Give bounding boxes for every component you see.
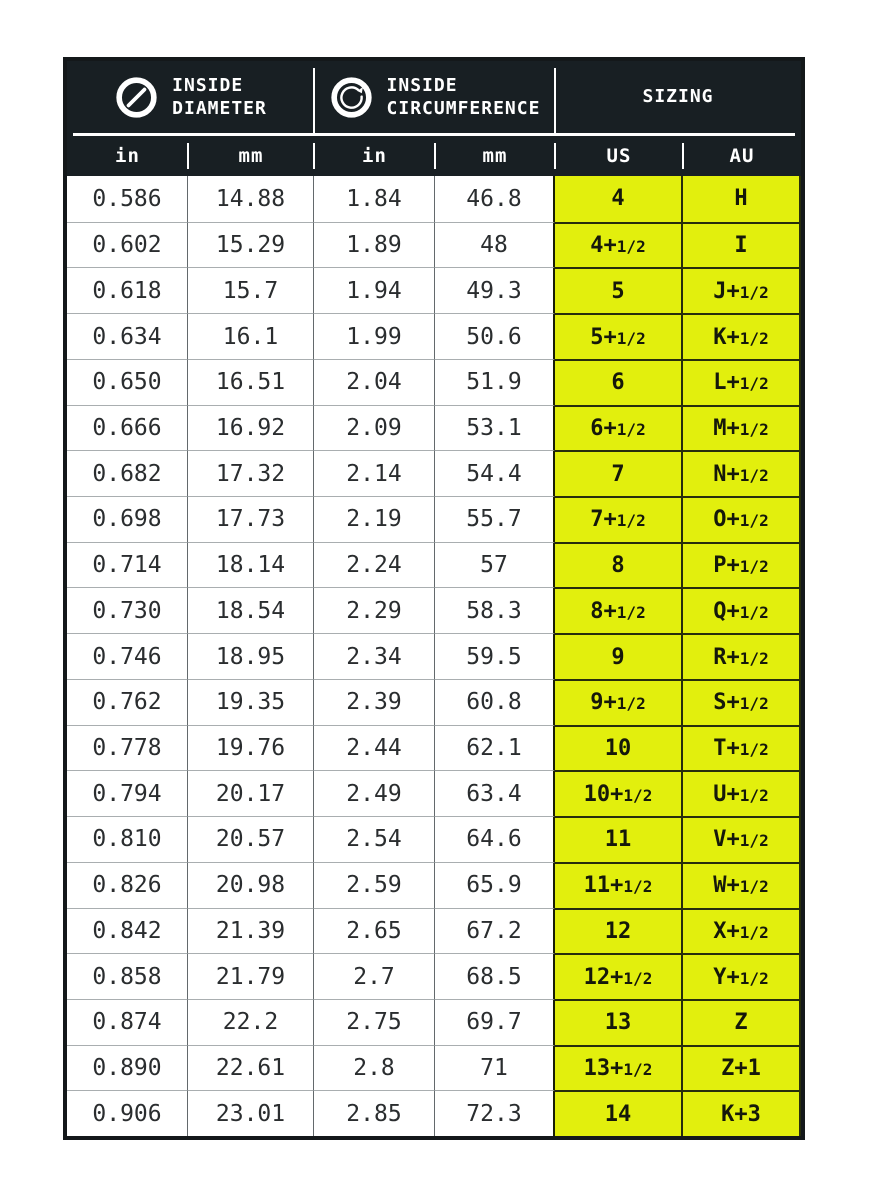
cell-diameter-mm: 19.76 bbox=[188, 725, 314, 771]
cell-diameter-mm: 21.39 bbox=[188, 908, 314, 954]
cell-diameter-mm: 22.2 bbox=[188, 999, 314, 1045]
header-label-line: INSIDE bbox=[172, 74, 244, 96]
cell-size-au: H bbox=[683, 176, 801, 222]
table-row bbox=[67, 953, 801, 999]
cell-circumference-in: 1.94 bbox=[314, 267, 435, 313]
cell-size-us: 13+ 1/2 bbox=[555, 1045, 683, 1091]
cell-diameter-mm: 17.32 bbox=[188, 450, 314, 496]
table-row bbox=[67, 222, 801, 268]
column-header-au: AU bbox=[729, 145, 755, 167]
cell-diameter-in: 0.762 bbox=[67, 679, 188, 725]
table-row bbox=[67, 770, 801, 816]
cell-diameter-in: 0.794 bbox=[67, 770, 188, 816]
cell-circumference-in: 2.04 bbox=[314, 359, 435, 405]
cell-diameter-in: 0.682 bbox=[67, 450, 188, 496]
table-row bbox=[67, 816, 801, 862]
cell-size-au: Z+1 bbox=[683, 1045, 801, 1091]
column-header-circumference-in: in bbox=[314, 136, 435, 176]
cell-diameter-in: 0.746 bbox=[67, 633, 188, 679]
cell-diameter-in: 0.778 bbox=[67, 725, 188, 771]
cell-size-au: N+ 1/2 bbox=[683, 450, 801, 496]
cell-size-au: Y+ 1/2 bbox=[683, 953, 801, 999]
circumference-icon bbox=[329, 75, 374, 120]
table-row bbox=[67, 496, 801, 542]
header-label-line: CIRCUMFERENCE bbox=[386, 98, 541, 119]
cell-size-us: 14 bbox=[555, 1090, 683, 1136]
cell-size-au: W+ 1/2 bbox=[683, 862, 801, 908]
cell-circumference-in: 2.75 bbox=[314, 999, 435, 1045]
cell-size-us: 10+ 1/2 bbox=[555, 770, 683, 816]
cell-size-us: 12+ 1/2 bbox=[555, 953, 683, 999]
cell-size-au: O+ 1/2 bbox=[683, 496, 801, 542]
table-row bbox=[67, 542, 801, 588]
cell-diameter-mm: 20.57 bbox=[188, 816, 314, 862]
table-row bbox=[67, 450, 801, 496]
cell-size-us: 9+ 1/2 bbox=[555, 679, 683, 725]
cell-diameter-in: 0.634 bbox=[67, 313, 188, 359]
cell-size-au: X+ 1/2 bbox=[683, 908, 801, 954]
cell-size-au: S+ 1/2 bbox=[683, 679, 801, 725]
column-header-diameter-in: in bbox=[67, 136, 188, 176]
cell-diameter-in: 0.618 bbox=[67, 267, 188, 313]
cell-circumference-mm: 71 bbox=[435, 1045, 555, 1091]
cell-circumference-mm: 51.9 bbox=[435, 359, 555, 405]
cell-circumference-in: 2.14 bbox=[314, 450, 435, 496]
cell-circumference-mm: 60.8 bbox=[435, 679, 555, 725]
ring-size-chart bbox=[63, 57, 805, 1140]
cell-size-us: 8+ 1/2 bbox=[555, 587, 683, 633]
cell-size-au: K+3 bbox=[683, 1090, 801, 1136]
table-row bbox=[67, 725, 801, 771]
cell-circumference-mm: 46.8 bbox=[435, 176, 555, 222]
table-row bbox=[67, 176, 801, 222]
cell-size-us: 6 bbox=[555, 359, 683, 405]
cell-size-us: 5 bbox=[555, 267, 683, 313]
table-header bbox=[67, 61, 801, 176]
cell-diameter-mm: 15.29 bbox=[188, 222, 314, 268]
cell-diameter-mm: 23.01 bbox=[188, 1090, 314, 1136]
cell-diameter-in: 0.874 bbox=[67, 999, 188, 1045]
table-row bbox=[67, 1045, 801, 1091]
cell-size-au: K+ 1/2 bbox=[683, 313, 801, 359]
header-sizing-label: SIZING bbox=[642, 86, 714, 108]
cell-circumference-mm: 58.3 bbox=[435, 587, 555, 633]
cell-diameter-mm: 15.7 bbox=[188, 267, 314, 313]
header-sizing bbox=[555, 61, 801, 133]
cell-diameter-mm: 18.14 bbox=[188, 542, 314, 588]
table-row bbox=[67, 1090, 801, 1136]
cell-diameter-mm: 16.1 bbox=[188, 313, 314, 359]
cell-circumference-mm: 50.6 bbox=[435, 313, 555, 359]
cell-diameter-mm: 14.88 bbox=[188, 176, 314, 222]
cell-diameter-mm: 16.51 bbox=[188, 359, 314, 405]
cell-circumference-mm: 68.5 bbox=[435, 953, 555, 999]
cell-circumference-in: 2.8 bbox=[314, 1045, 435, 1091]
cell-diameter-in: 0.602 bbox=[67, 222, 188, 268]
cell-size-au: V+ 1/2 bbox=[683, 816, 801, 862]
cell-circumference-in: 2.44 bbox=[314, 725, 435, 771]
table-body bbox=[67, 176, 801, 1136]
cell-circumference-mm: 67.2 bbox=[435, 908, 555, 954]
header-inside-circumference bbox=[314, 61, 555, 133]
cell-circumference-in: 2.85 bbox=[314, 1090, 435, 1136]
cell-circumference-mm: 63.4 bbox=[435, 770, 555, 816]
cell-circumference-in: 2.39 bbox=[314, 679, 435, 725]
cell-size-us: 5+ 1/2 bbox=[555, 313, 683, 359]
cell-diameter-mm: 19.35 bbox=[188, 679, 314, 725]
cell-diameter-mm: 21.79 bbox=[188, 953, 314, 999]
cell-circumference-mm: 57 bbox=[435, 542, 555, 588]
cell-diameter-in: 0.842 bbox=[67, 908, 188, 954]
column-header-diameter-mm: mm bbox=[188, 136, 314, 176]
cell-size-us: 11+ 1/2 bbox=[555, 862, 683, 908]
cell-diameter-mm: 18.54 bbox=[188, 587, 314, 633]
cell-size-us: 4 bbox=[555, 176, 683, 222]
cell-circumference-in: 2.59 bbox=[314, 862, 435, 908]
cell-size-us: 8 bbox=[555, 542, 683, 588]
cell-diameter-in: 0.826 bbox=[67, 862, 188, 908]
table-row bbox=[67, 999, 801, 1045]
cell-size-us: 9 bbox=[555, 633, 683, 679]
cell-size-us: 12 bbox=[555, 908, 683, 954]
column-header-us: US bbox=[555, 136, 683, 176]
cell-size-us: 11 bbox=[555, 816, 683, 862]
cell-diameter-mm: 22.61 bbox=[188, 1045, 314, 1091]
cell-circumference-in: 2.54 bbox=[314, 816, 435, 862]
cell-circumference-mm: 53.1 bbox=[435, 405, 555, 451]
cell-circumference-in: 2.09 bbox=[314, 405, 435, 451]
header-label-line: DIAMETER bbox=[172, 98, 267, 119]
cell-size-au: J+ 1/2 bbox=[683, 267, 801, 313]
cell-diameter-in: 0.714 bbox=[67, 542, 188, 588]
cell-circumference-mm: 59.5 bbox=[435, 633, 555, 679]
cell-diameter-in: 0.810 bbox=[67, 816, 188, 862]
cell-diameter-mm: 20.17 bbox=[188, 770, 314, 816]
table-row bbox=[67, 633, 801, 679]
column-header-circumference-mm: mm bbox=[435, 136, 555, 176]
cell-circumference-in: 2.7 bbox=[314, 953, 435, 999]
cell-circumference-mm: 55.7 bbox=[435, 496, 555, 542]
header-label-line: INSIDE bbox=[386, 74, 458, 96]
cell-size-au: T+ 1/2 bbox=[683, 725, 801, 771]
cell-circumference-in: 1.99 bbox=[314, 313, 435, 359]
cell-circumference-mm: 62.1 bbox=[435, 725, 555, 771]
cell-diameter-mm: 17.73 bbox=[188, 496, 314, 542]
table-row bbox=[67, 587, 801, 633]
header-inside-diameter-label bbox=[172, 74, 267, 121]
cell-size-us: 4+ 1/2 bbox=[555, 222, 683, 268]
cell-circumference-mm: 54.4 bbox=[435, 450, 555, 496]
header-inside-diameter bbox=[67, 61, 314, 133]
cell-circumference-in: 2.19 bbox=[314, 496, 435, 542]
cell-circumference-in: 2.65 bbox=[314, 908, 435, 954]
table-row bbox=[67, 359, 801, 405]
cell-size-au: I bbox=[683, 222, 801, 268]
header-inside-circumference-label bbox=[387, 74, 541, 121]
cell-diameter-in: 0.890 bbox=[67, 1045, 188, 1091]
cell-circumference-in: 2.24 bbox=[314, 542, 435, 588]
cell-circumference-in: 2.49 bbox=[314, 770, 435, 816]
table-row bbox=[67, 267, 801, 313]
cell-size-au: U+ 1/2 bbox=[683, 770, 801, 816]
table-row bbox=[67, 405, 801, 451]
cell-diameter-mm: 20.98 bbox=[188, 862, 314, 908]
cell-diameter-in: 0.586 bbox=[67, 176, 188, 222]
column-header-row bbox=[67, 136, 801, 176]
cell-circumference-mm: 65.9 bbox=[435, 862, 555, 908]
cell-circumference-mm: 69.7 bbox=[435, 999, 555, 1045]
cell-size-au: P+ 1/2 bbox=[683, 542, 801, 588]
cell-size-us: 6+ 1/2 bbox=[555, 405, 683, 451]
cell-circumference-in: 2.29 bbox=[314, 587, 435, 633]
cell-size-au: R+ 1/2 bbox=[683, 633, 801, 679]
table-row bbox=[67, 679, 801, 725]
cell-diameter-in: 0.730 bbox=[67, 587, 188, 633]
group-header-row bbox=[67, 61, 801, 133]
table-row bbox=[67, 908, 801, 954]
cell-diameter-mm: 18.95 bbox=[188, 633, 314, 679]
cell-size-au: Z bbox=[683, 999, 801, 1045]
cell-diameter-in: 0.906 bbox=[67, 1090, 188, 1136]
cell-size-us: 13 bbox=[555, 999, 683, 1045]
cell-circumference-mm: 49.3 bbox=[435, 267, 555, 313]
cell-diameter-mm: 16.92 bbox=[188, 405, 314, 451]
cell-size-au: M+ 1/2 bbox=[683, 405, 801, 451]
cell-size-us: 7+ 1/2 bbox=[555, 496, 683, 542]
cell-circumference-mm: 48 bbox=[435, 222, 555, 268]
cell-size-us: 10 bbox=[555, 725, 683, 771]
cell-size-au: Q+ 1/2 bbox=[683, 587, 801, 633]
table-row bbox=[67, 313, 801, 359]
cell-size-au: L+ 1/2 bbox=[683, 359, 801, 405]
cell-diameter-in: 0.666 bbox=[67, 405, 188, 451]
diameter-icon bbox=[114, 75, 159, 120]
cell-diameter-in: 0.650 bbox=[67, 359, 188, 405]
cell-diameter-in: 0.858 bbox=[67, 953, 188, 999]
table-row bbox=[67, 862, 801, 908]
cell-circumference-in: 1.89 bbox=[314, 222, 435, 268]
cell-diameter-in: 0.698 bbox=[67, 496, 188, 542]
cell-circumference-mm: 64.6 bbox=[435, 816, 555, 862]
cell-circumference-in: 2.34 bbox=[314, 633, 435, 679]
cell-circumference-mm: 72.3 bbox=[435, 1090, 555, 1136]
cell-size-us: 7 bbox=[555, 450, 683, 496]
cell-circumference-in: 1.84 bbox=[314, 176, 435, 222]
